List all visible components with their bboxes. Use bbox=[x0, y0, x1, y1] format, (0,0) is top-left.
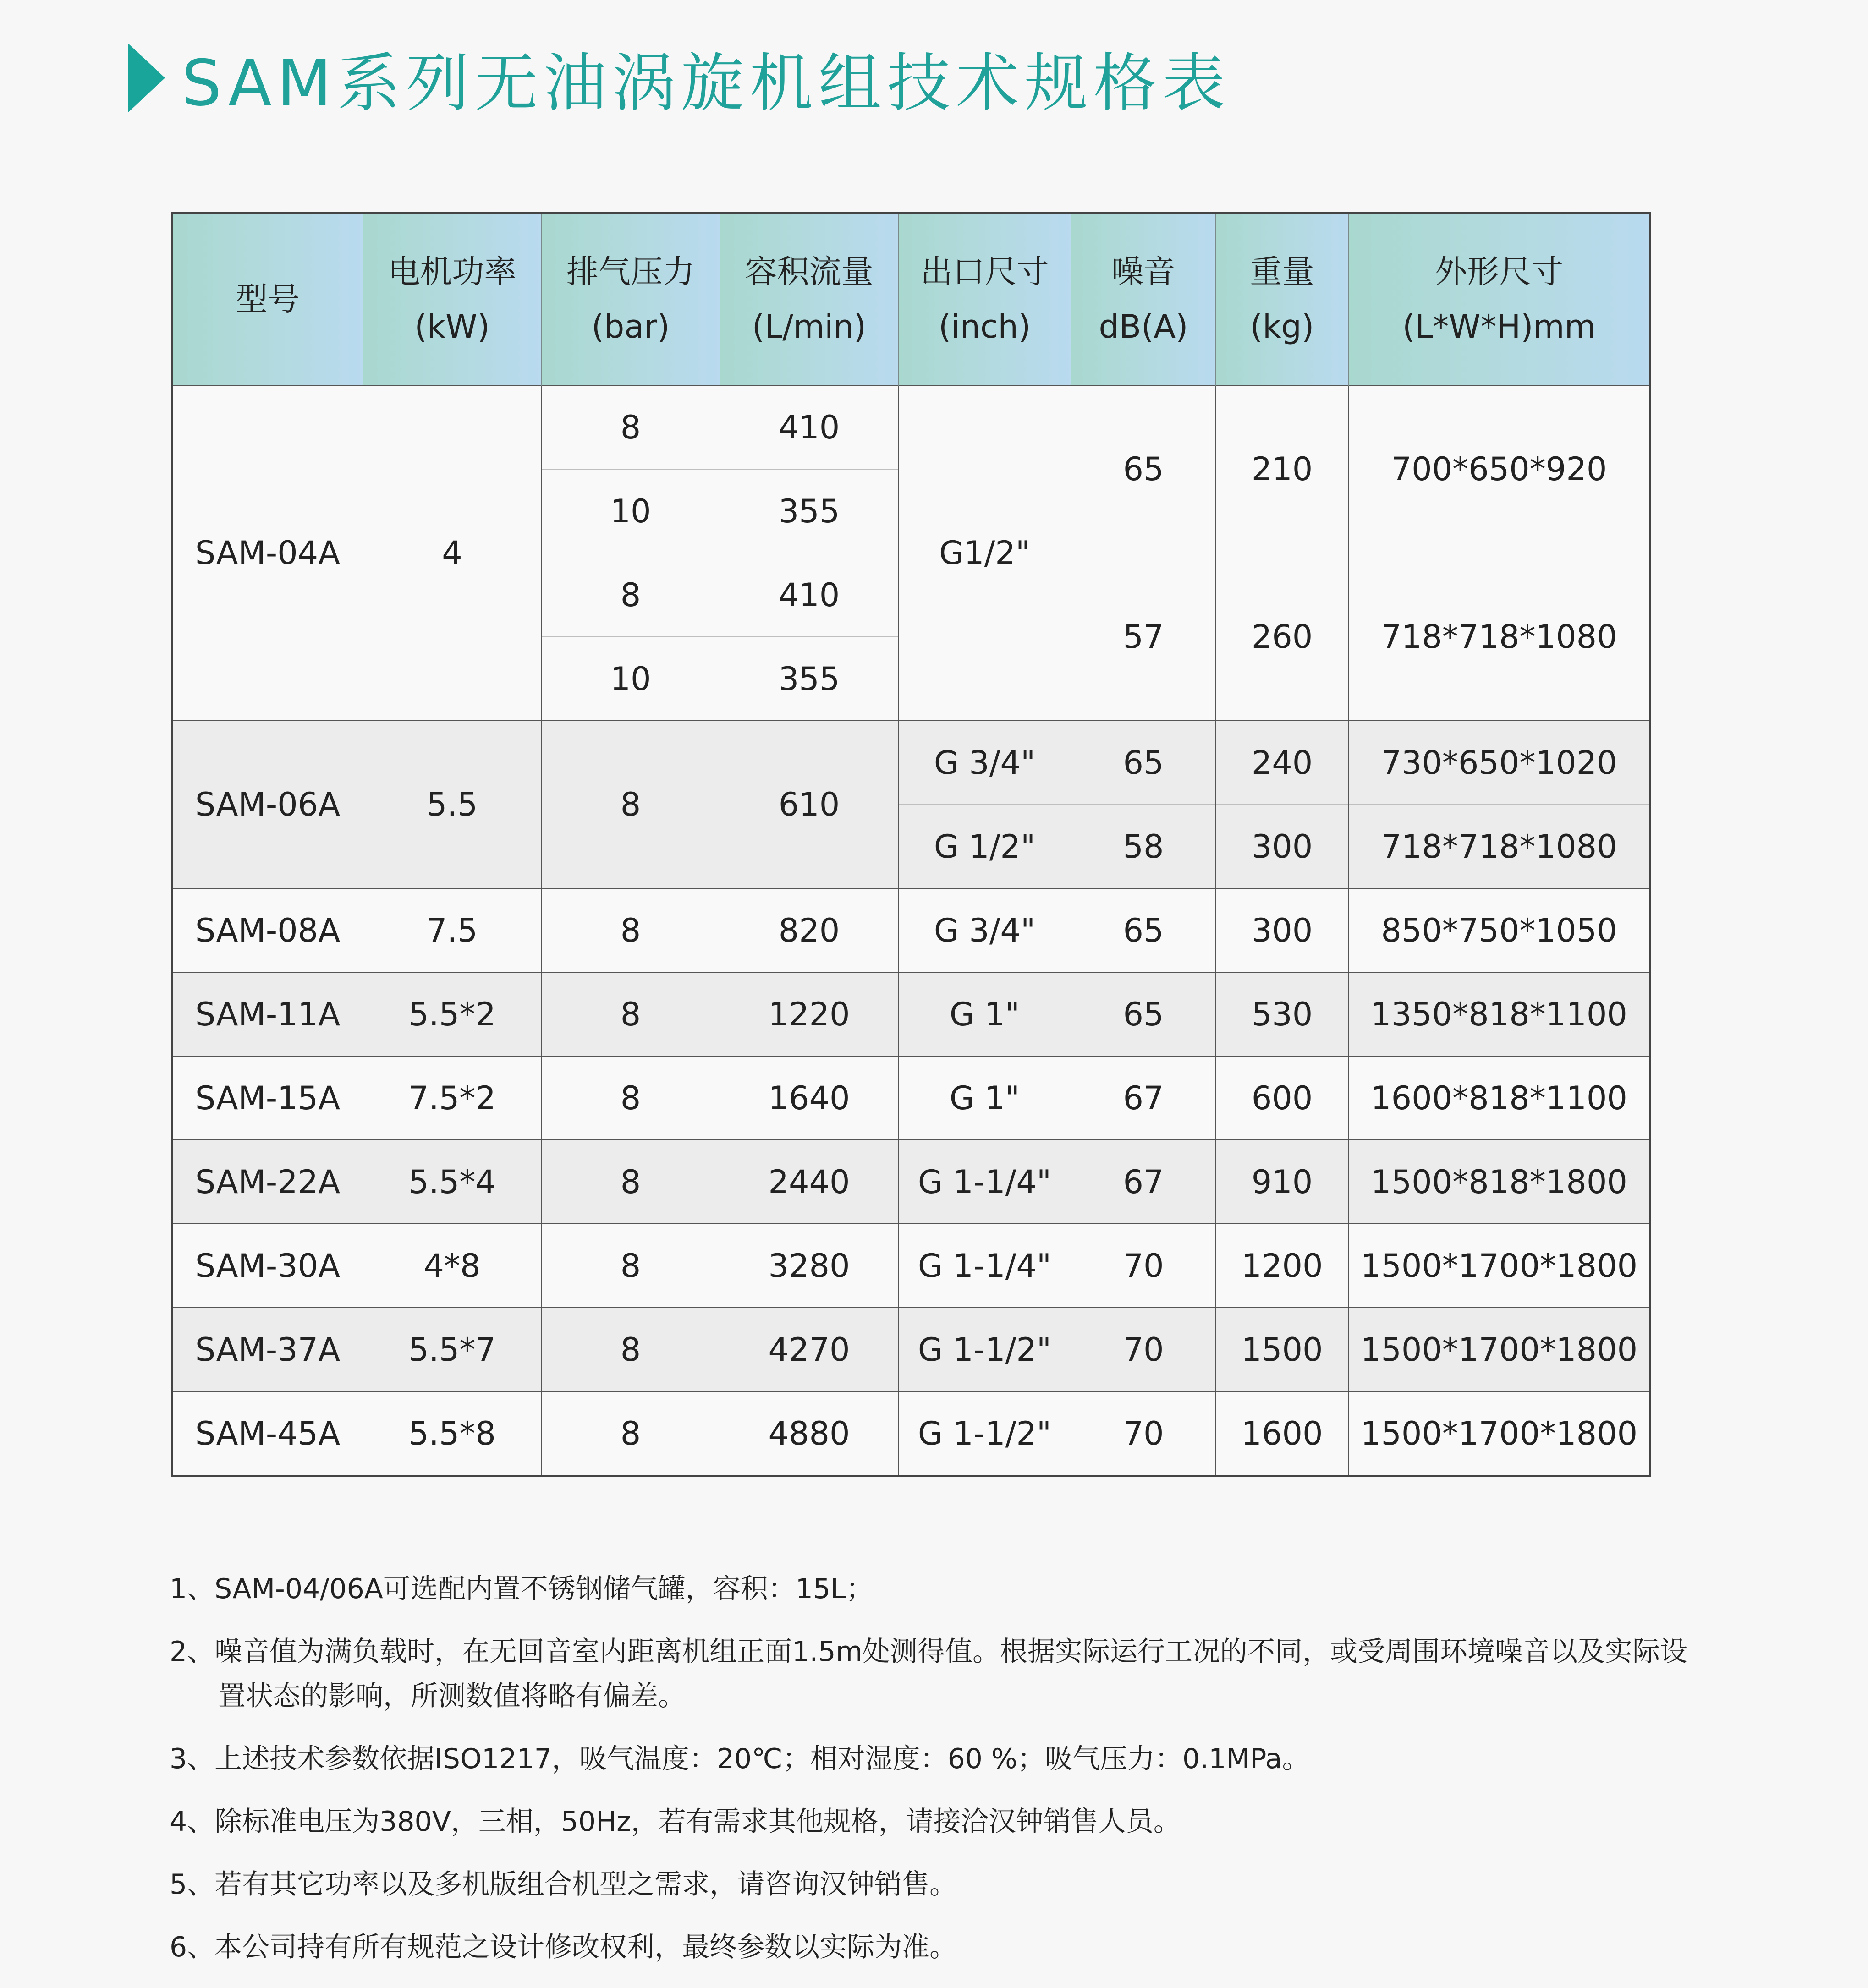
cell-pressure: 8 bbox=[541, 888, 720, 972]
cell-flow: 1640 bbox=[720, 1056, 898, 1140]
page-title-bar bbox=[128, 34, 1231, 121]
page-title: SAM系列无油涡旋机组技术规格表 bbox=[181, 46, 1231, 120]
cell-flow: 4880 bbox=[720, 1391, 898, 1475]
cell-weight: 240 bbox=[1216, 721, 1348, 805]
cell-flow: 4270 bbox=[720, 1308, 898, 1391]
cell-pressure: 10 bbox=[541, 637, 720, 721]
table-row bbox=[173, 1140, 1649, 1224]
cell-flow: 355 bbox=[720, 469, 898, 553]
cell-model: SAM-08A bbox=[173, 888, 363, 972]
cell-model: SAM-37A bbox=[173, 1308, 363, 1391]
cell-weight: 530 bbox=[1216, 972, 1348, 1056]
cell-noise: 58 bbox=[1071, 805, 1216, 888]
cell-flow: 2440 bbox=[720, 1140, 898, 1224]
cell-noise: 70 bbox=[1071, 1224, 1216, 1308]
cell-dimensions: 1350*818*1100 bbox=[1348, 972, 1649, 1056]
cell-power: 5.5*8 bbox=[363, 1391, 541, 1475]
cell-noise: 67 bbox=[1071, 1056, 1216, 1140]
header-pressure: 排气压力 (bar) bbox=[541, 214, 720, 385]
cell-noise: 70 bbox=[1071, 1391, 1216, 1475]
table-row bbox=[173, 1308, 1649, 1391]
cell-weight: 1600 bbox=[1216, 1391, 1348, 1475]
cell-weight: 1200 bbox=[1216, 1224, 1348, 1308]
cell-dimensions: 1500*1700*1800 bbox=[1348, 1224, 1649, 1308]
table-row bbox=[173, 972, 1649, 1056]
cell-noise: 65 bbox=[1071, 888, 1216, 972]
table-row bbox=[173, 888, 1649, 972]
cell-dimensions: 700*650*920 bbox=[1348, 385, 1649, 553]
cell-pressure: 8 bbox=[541, 1140, 720, 1224]
note-item: 3、上述技术参数依据ISO1217，吸气温度：20℃；相对湿度：60 %；吸气压力：0.1MPa。 bbox=[170, 1743, 1310, 1775]
cell-outlet: G 1-1/4" bbox=[898, 1224, 1071, 1308]
header-flow: 容积流量 (L/min) bbox=[720, 214, 898, 385]
note-item: 6、本公司持有所有规范之设计修改权利，最终参数以实际为准。 bbox=[170, 1931, 957, 1963]
table-row bbox=[173, 1224, 1649, 1308]
cell-pressure: 8 bbox=[541, 1308, 720, 1391]
cell-outlet: G 3/4" bbox=[898, 888, 1071, 972]
cell-weight: 210 bbox=[1216, 385, 1348, 553]
header-power: 电机功率 (kW) bbox=[363, 214, 541, 385]
cell-outlet: G 1-1/2" bbox=[898, 1391, 1071, 1475]
cell-flow: 3280 bbox=[720, 1224, 898, 1308]
table-row bbox=[173, 1391, 1649, 1475]
cell-noise: 57 bbox=[1071, 553, 1216, 721]
cell-dimensions: 730*650*1020 bbox=[1348, 721, 1649, 805]
cell-power: 4 bbox=[363, 385, 541, 721]
cell-power: 5.5*4 bbox=[363, 1140, 541, 1224]
cell-flow: 410 bbox=[720, 385, 898, 469]
cell-noise: 65 bbox=[1071, 721, 1216, 805]
note-item: 5、若有其它功率以及多机版组合机型之需求，请咨询汉钟销售。 bbox=[170, 1868, 957, 1900]
table-header-row bbox=[173, 214, 1649, 385]
play-arrow-icon bbox=[128, 44, 165, 112]
cell-power: 5.5*7 bbox=[363, 1308, 541, 1391]
cell-pressure: 8 bbox=[541, 1056, 720, 1140]
cell-outlet: G 1-1/2" bbox=[898, 1308, 1071, 1391]
cell-outlet: G 1" bbox=[898, 972, 1071, 1056]
cell-noise: 65 bbox=[1071, 385, 1216, 553]
cell-model: SAM-45A bbox=[173, 1391, 363, 1475]
cell-dimensions: 850*750*1050 bbox=[1348, 888, 1649, 972]
header-dimensions: 外形尺寸 (L*W*H)mm bbox=[1348, 214, 1649, 385]
header-outlet: 出口尺寸 (inch) bbox=[898, 214, 1071, 385]
cell-flow: 410 bbox=[720, 553, 898, 637]
cell-dimensions: 1500*1700*1800 bbox=[1348, 1308, 1649, 1391]
cell-power: 5.5 bbox=[363, 721, 541, 888]
cell-outlet: G 1-1/4" bbox=[898, 1140, 1071, 1224]
cell-weight: 600 bbox=[1216, 1056, 1348, 1140]
cell-weight: 260 bbox=[1216, 553, 1348, 721]
cell-flow: 1220 bbox=[720, 972, 898, 1056]
cell-pressure: 8 bbox=[541, 972, 720, 1056]
table-row bbox=[173, 1056, 1649, 1140]
cell-dimensions: 1600*818*1100 bbox=[1348, 1056, 1649, 1140]
cell-weight: 1500 bbox=[1216, 1308, 1348, 1391]
cell-noise: 70 bbox=[1071, 1308, 1216, 1391]
table-row-sam04a-1 bbox=[173, 385, 1649, 469]
cell-dimensions: 718*718*1080 bbox=[1348, 805, 1649, 888]
cell-dimensions: 718*718*1080 bbox=[1348, 553, 1649, 721]
cell-flow: 355 bbox=[720, 637, 898, 721]
cell-noise: 67 bbox=[1071, 1140, 1216, 1224]
cell-flow: 820 bbox=[720, 888, 898, 972]
cell-pressure: 10 bbox=[541, 469, 720, 553]
cell-flow: 610 bbox=[720, 721, 898, 888]
cell-pressure: 8 bbox=[541, 1224, 720, 1308]
cell-outlet: G 1/2" bbox=[898, 805, 1071, 888]
cell-power: 7.5 bbox=[363, 888, 541, 972]
cell-power: 4*8 bbox=[363, 1224, 541, 1308]
header-model: 型号 bbox=[173, 214, 363, 385]
cell-outlet: G 1" bbox=[898, 1056, 1071, 1140]
cell-model: SAM-22A bbox=[173, 1140, 363, 1224]
cell-noise: 65 bbox=[1071, 972, 1216, 1056]
table-row-sam06a-1 bbox=[173, 721, 1649, 805]
cell-pressure: 8 bbox=[541, 721, 720, 888]
notes-list bbox=[170, 1567, 1696, 1988]
cell-weight: 300 bbox=[1216, 805, 1348, 888]
cell-weight: 300 bbox=[1216, 888, 1348, 972]
cell-pressure: 8 bbox=[541, 1391, 720, 1475]
cell-weight: 910 bbox=[1216, 1140, 1348, 1224]
note-item: 2、噪音值为满负载时，在无回音室内距离机组正面1.5m处测得值。根据实际运行工况的不同，或受周围环境噪音以及实际设置状态的影响，所测数值将略有偏差。 bbox=[170, 1636, 1688, 1712]
cell-model: SAM-04A bbox=[173, 385, 363, 721]
note-item: 4、除标准电压为380V，三相，50Hz，若有需求其他规格，请接洽汉钟销售人员。 bbox=[170, 1806, 1181, 1838]
header-noise: 噪音 dB(A) bbox=[1071, 214, 1216, 385]
header-weight: 重量 (kg) bbox=[1216, 214, 1348, 385]
cell-model: SAM-15A bbox=[173, 1056, 363, 1140]
cell-pressure: 8 bbox=[541, 553, 720, 637]
spec-table bbox=[173, 214, 1649, 1475]
cell-model: SAM-06A bbox=[173, 721, 363, 888]
cell-outlet: G 3/4" bbox=[898, 721, 1071, 805]
cell-model: SAM-11A bbox=[173, 972, 363, 1056]
cell-pressure: 8 bbox=[541, 385, 720, 469]
cell-dimensions: 1500*1700*1800 bbox=[1348, 1391, 1649, 1475]
cell-model: SAM-30A bbox=[173, 1224, 363, 1308]
note-item: 1、SAM-04/06A可选配内置不锈钢储气罐，容积：15L； bbox=[170, 1573, 874, 1605]
cell-outlet: G1/2" bbox=[898, 385, 1071, 721]
cell-power: 5.5*2 bbox=[363, 972, 541, 1056]
cell-dimensions: 1500*818*1800 bbox=[1348, 1140, 1649, 1224]
cell-power: 7.5*2 bbox=[363, 1056, 541, 1140]
